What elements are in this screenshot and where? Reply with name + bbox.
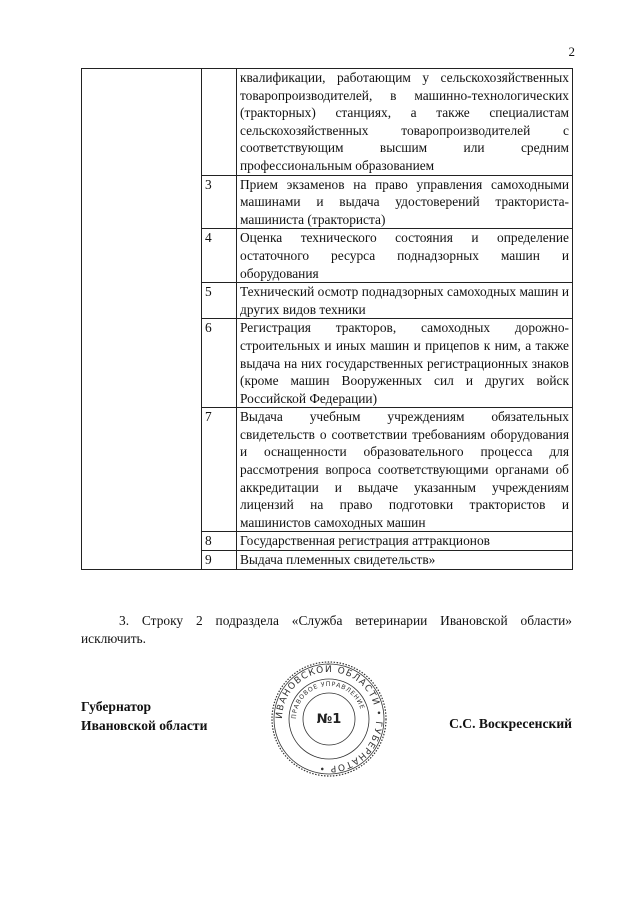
signatory-name: С.С. Воскресенский	[449, 716, 572, 731]
service-description: Технический осмотр поднадзорных самоходных машин и других видов техники	[237, 283, 573, 319]
service-description: квалификации, работающим у сельскохозяйственных товаропроизводителей, в машинно-технологических (тракторных) станциях, а также специалистам сельскохозяйственных товаропроизводителей с соответствующим высшим или средним профессиональным образованием	[237, 69, 573, 176]
row-number: 3	[202, 175, 237, 229]
service-description: Оценка технического состояния и определение остаточного ресурса поднадзорных машин и оборудования	[237, 229, 573, 283]
service-description: Прием экзаменов на право управления самоходными машинами и выдача удостоверений тракториста-машиниста (тракториста)	[237, 175, 573, 229]
signatory-title-line2: Ивановской области	[81, 718, 208, 733]
amendment-paragraph: 3. Строку 2 подраздела «Служба ветеринарии Ивановской области» исключить.	[81, 613, 572, 646]
table-row	[82, 69, 573, 176]
row-number: 5	[202, 283, 237, 319]
row-number: 8	[202, 532, 237, 551]
official-seal	[270, 660, 388, 778]
department-cell	[82, 69, 202, 570]
service-description: Выдача учебным учреждениям обязательных свидетельств о соответствии требованиям оборудования и оснащенности образовательного процесса для рассмотрения вопроса соответствующими органами об аккредитации и выдаче указанным учреждениям лицензий на право подготовки трактористов и машинистов самоходных машин	[237, 408, 573, 532]
service-description: Регистрация тракторов, самоходных дорожно-строительных и иных машин и прицепов к ним, а также выдача на них государственных регистрационных знаков (кроме машин Вооруженных сил и других войск Российской Федерации)	[237, 319, 573, 408]
seal-inner-text: ПРАВОВОЕ УПРАВЛЕНИЕ	[290, 680, 366, 720]
row-number: 6	[202, 319, 237, 408]
service-description: Государственная регистрация аттракционов	[237, 532, 573, 551]
signatory-title-line1: Губернатор	[81, 699, 152, 714]
row-number: 4	[202, 229, 237, 283]
row-number	[202, 69, 237, 176]
row-number: 7	[202, 408, 237, 532]
seal-ring-text: ИВАНОВСКОЙ ОБЛАСТИ • ГУБЕРНАТОР •	[274, 664, 384, 774]
signatory-title	[81, 697, 207, 735]
row-number: 9	[202, 551, 237, 570]
services-table	[81, 68, 573, 570]
service-description: Выдача племенных свидетельств»	[237, 551, 573, 570]
page-number: 2	[568, 44, 575, 59]
seal-number: №1	[316, 712, 342, 727]
